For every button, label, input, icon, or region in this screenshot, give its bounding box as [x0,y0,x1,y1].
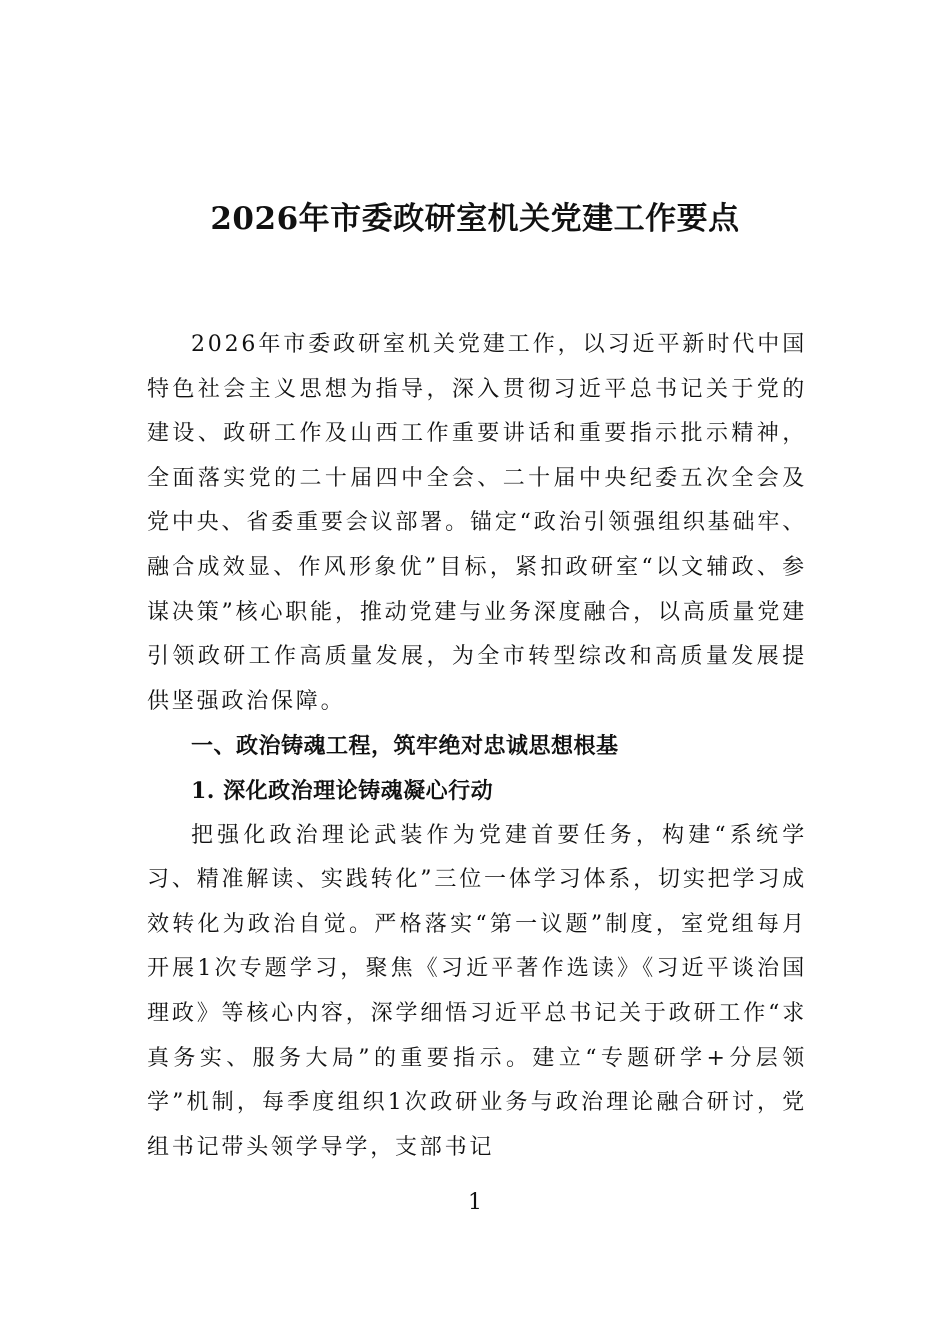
intro-paragraph: 2026年市委政研室机关党建工作，以习近平新时代中国特色社会主义思想为指导，深入贯彻习近平总书记关于党的建设、政研工作及山西工作重要讲话和重要指示批示精神，全面落实党的二十届四中全会、二十届中央纪委五次全会及党中央、省委重要会议部署。锚定“政治引领强组织基础牢、融合成效显、作风形象优”目标，紧扣政研室“以文辅政、参谋决策”核心职能，推动党建与业务深度融合，以高质量党建引领政研工作高质量发展，为全市转型综改和高质量发展提供坚强政治保障。 [147,332,807,714]
page-number: 1 [468,1190,482,1215]
section-heading: 一、政治铸魂工程，筑牢绝对忠诚思想根基 [191,733,619,760]
document-title: 2026年市委政研室机关党建工作要点 [210,201,740,237]
subsection-heading: 1. 深化政治理论铸魂凝心行动 [191,777,494,804]
document-body [147,323,807,1170]
body-paragraph: 把强化政治理论武装作为党建首要任务，构建“系统学习、精准解读、实践转化”三位一体学习体系，切实把学习成效转化为政治自觉。严格落实“第一议题”制度，室党组每月开展1次专题学习，聚焦《习近平著作选读》《习近平谈治国理政》等核心内容，深学细悟习近平总书记关于政研工作“求真务实、服务大局”的重要指示。建立“专题研学+分层领学”机制，每季度组织1次政研业务与政治理论融合研讨，党组书记带头领学导学，支部书记 [147,822,807,1160]
